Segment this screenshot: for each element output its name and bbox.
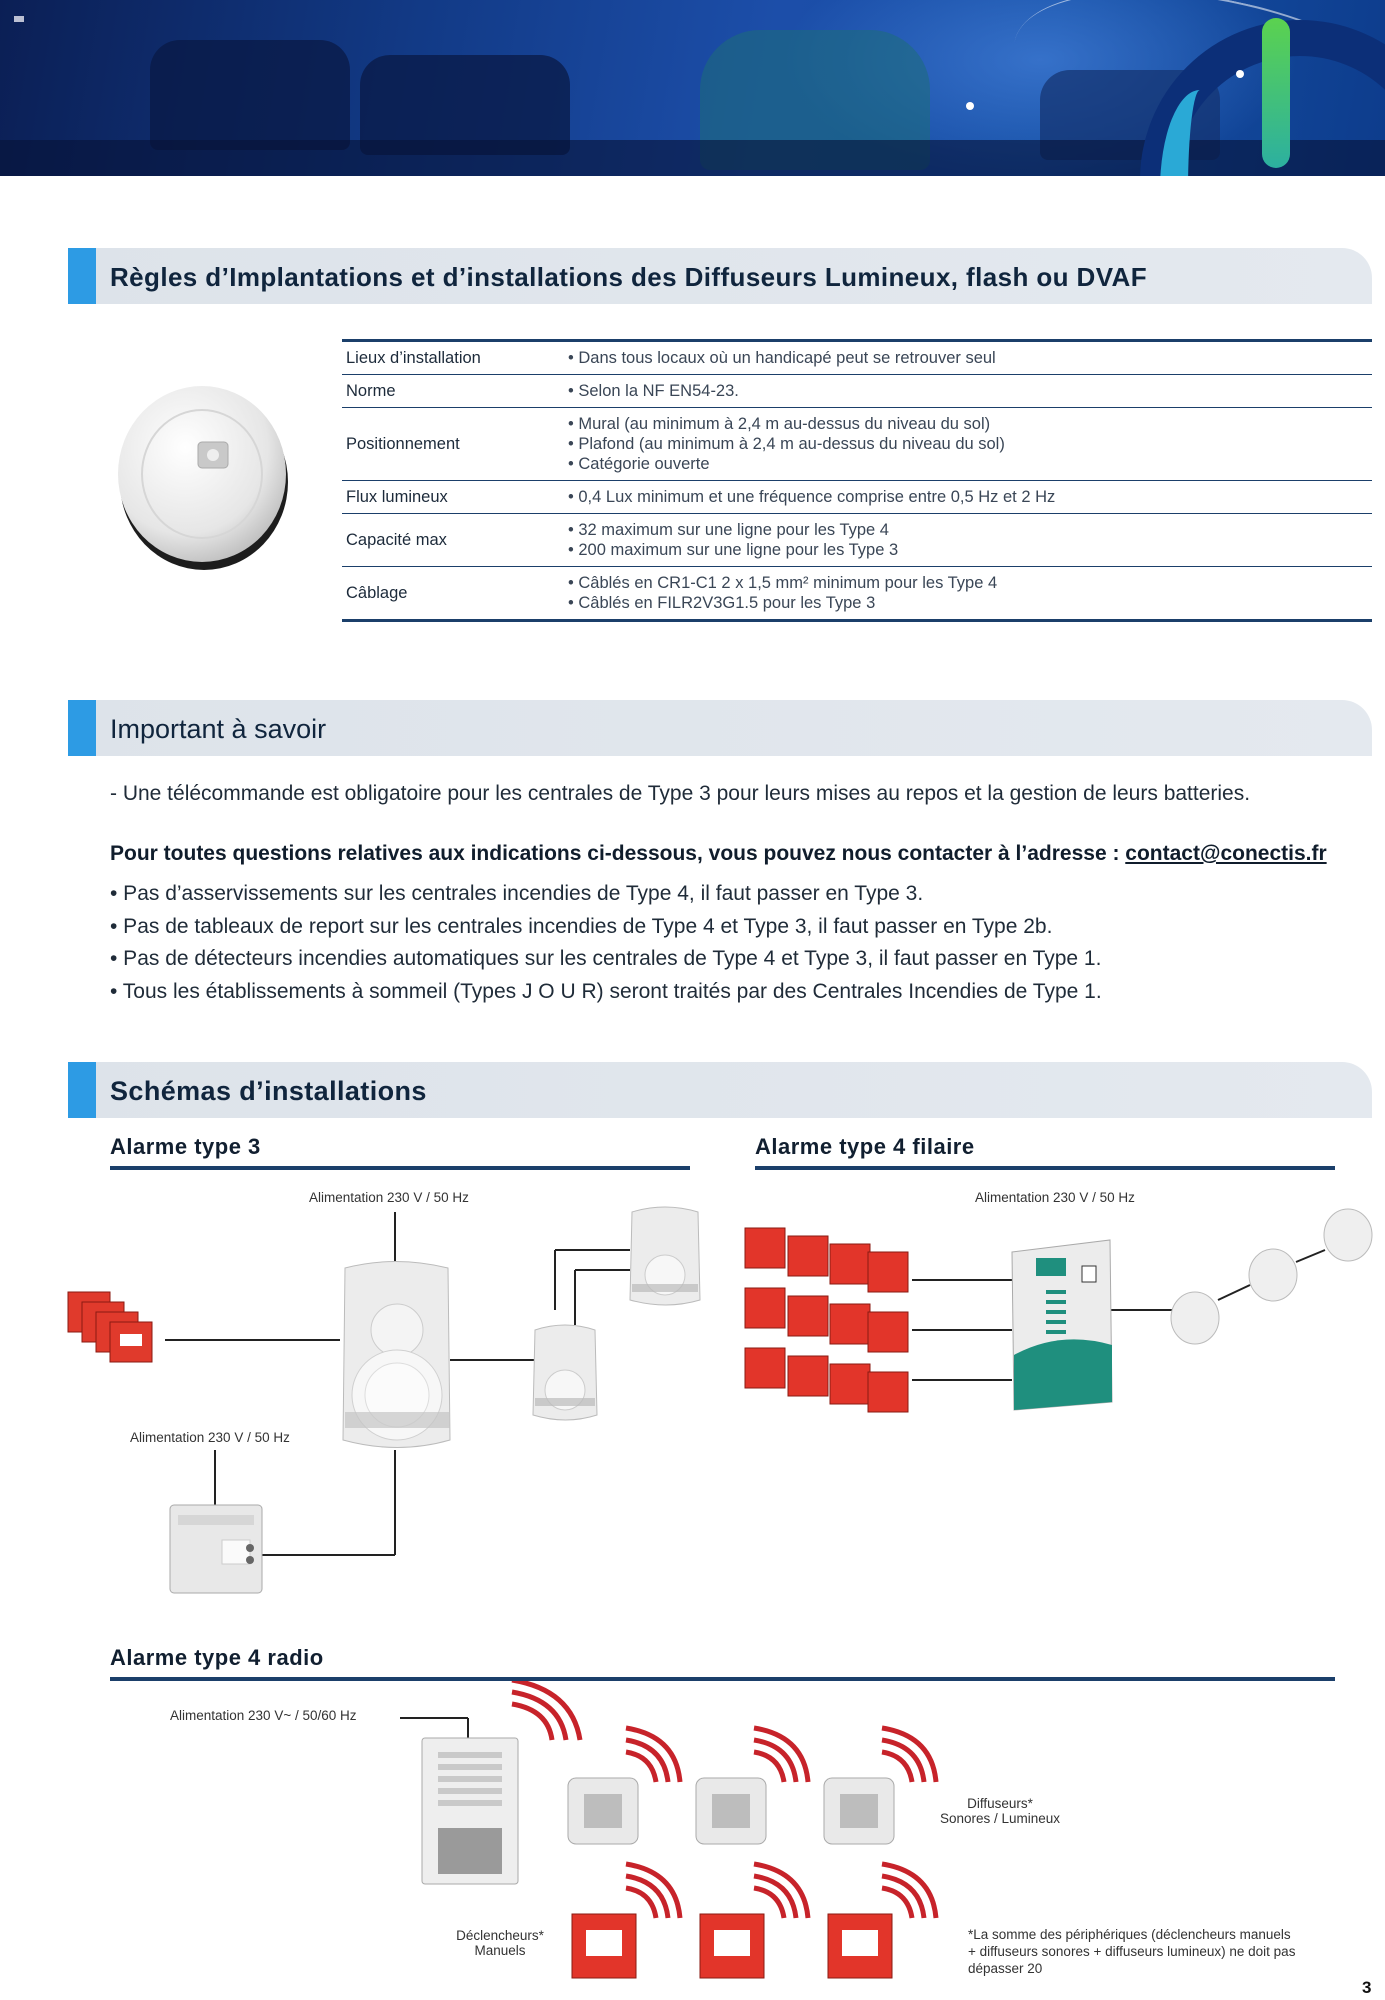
spec-value-line: • Câblés en FILR2V3G1.5 pour les Type 3 bbox=[568, 593, 1368, 613]
radio-wave-icon bbox=[512, 1680, 580, 1740]
footnote-line: + diffuseurs sonores + diffuseurs lumineux) ne doit pas bbox=[968, 1944, 1296, 1959]
manual-call-point-icon bbox=[68, 1292, 152, 1362]
diagram-title-type4-radio: Alarme type 4 radio bbox=[110, 1645, 324, 1670]
diagram-rule bbox=[110, 1677, 1335, 1681]
footnote-line: *La somme des périphériques (déclencheurs manuels bbox=[968, 1927, 1291, 1942]
section-title: Règles d’Implantations et d’installations des Diffuseurs Lumineux, flash ou DVAF bbox=[110, 262, 1147, 292]
power-label: Alimentation 230 V / 50 Hz bbox=[309, 1190, 469, 1205]
radio-panel-icon bbox=[422, 1738, 518, 1884]
footnote-line: dépasser 20 bbox=[968, 1961, 1043, 1976]
diffusers-label-line: Diffuseurs* bbox=[967, 1796, 1033, 1811]
manual-call-point-grid bbox=[745, 1228, 908, 1412]
spec-label: Capacité max bbox=[346, 531, 447, 549]
triggers-label-line: Manuels bbox=[474, 1943, 526, 1958]
diagram-rule bbox=[755, 1166, 1335, 1170]
triggers-label bbox=[440, 1928, 560, 1958]
spec-value-line: • 32 maximum sur une ligne pour les Type 4 bbox=[568, 520, 1368, 540]
spec-value-line: • Plafond (au minimum à 2,4 m au-dessus du niveau du sol) bbox=[568, 434, 1368, 454]
spec-value-line: • 200 maximum sur une ligne pour les Type 3 bbox=[568, 540, 1368, 560]
small-siren-icon bbox=[630, 1207, 700, 1305]
info-bullet: • Pas de détecteurs incendies automatiques sur les centrales de Type 4 et Type 3, il faut passer en Type 1. bbox=[110, 947, 1102, 970]
spec-label: Câblage bbox=[346, 584, 408, 602]
section-title: Important à savoir bbox=[110, 714, 327, 744]
info-bullet: • Tous les établissements à sommeil (Types J O U R) seront traités par des Centrales Incendies de Type 1. bbox=[110, 980, 1102, 1003]
spec-value-line: • Câblés en CR1-C1 2 x 1,5 mm² minimum pour les Type 4 bbox=[568, 573, 1368, 593]
spec-label: Positionnement bbox=[346, 435, 460, 453]
power-label: Alimentation 230 V / 50 Hz bbox=[975, 1190, 1135, 1205]
diagram-title-type4-wired: Alarme type 4 filaire bbox=[755, 1134, 975, 1159]
section-title: Schémas d’installations bbox=[110, 1076, 427, 1106]
small-siren-icon bbox=[533, 1325, 597, 1420]
spec-value-line: • Dans tous locaux où un handicapé peut se retrouver seul bbox=[568, 348, 1368, 368]
remote-note: - Une télécommande est obligatoire pour les centrales de Type 3 pour leurs mises au repos et la gestion de leurs batteries. bbox=[110, 782, 1251, 805]
diagram-title-type3: Alarme type 3 bbox=[110, 1134, 261, 1159]
spec-value-line: • Mural (au minimum à 2,4 m au-dessus du niveau du sol) bbox=[568, 414, 1368, 434]
power-label: Alimentation 230 V / 50 Hz bbox=[130, 1430, 290, 1445]
triggers-label-line: Déclencheurs* bbox=[456, 1928, 544, 1943]
spec-value-line: • Catégorie ouverte bbox=[568, 454, 1368, 474]
power-label: Alimentation 230 V~ / 50/60 Hz bbox=[170, 1708, 357, 1723]
contact-email-link[interactable]: contact@conectis.fr bbox=[1125, 842, 1327, 865]
footnote bbox=[968, 1926, 1295, 1977]
page-number: 3 bbox=[1362, 1978, 1372, 1997]
detector-icon bbox=[1171, 1209, 1372, 1344]
contact-text: Pour toutes questions relatives aux indications ci-dessous, vous pouvez nous contacter à l’adresse : bbox=[110, 842, 1126, 865]
spec-value-line: • 0,4 Lux minimum et une fréquence comprise entre 0,5 Hz et 2 Hz bbox=[568, 487, 1368, 507]
siren-icon bbox=[343, 1262, 450, 1448]
alarm-panel-icon bbox=[1012, 1240, 1112, 1410]
spec-value-line: • Selon la NF EN54-23. bbox=[568, 381, 1368, 401]
diffusers-label bbox=[930, 1796, 1070, 1826]
spec-label: Lieux d’installation bbox=[346, 349, 481, 367]
info-bullet: • Pas de tableaux de report sur les centrales incendies de Type 4 et Type 3, il faut passer en Type 2b. bbox=[110, 915, 1053, 938]
spec-label: Flux lumineux bbox=[346, 488, 448, 506]
info-bullet: • Pas d’asservissements sur les centrales incendies de Type 4, il faut passer en Type 3. bbox=[110, 882, 924, 905]
diffusers-label-line: Sonores / Lumineux bbox=[939, 1811, 1061, 1826]
spec-label: Norme bbox=[346, 382, 396, 400]
power-supply-icon bbox=[170, 1505, 262, 1593]
